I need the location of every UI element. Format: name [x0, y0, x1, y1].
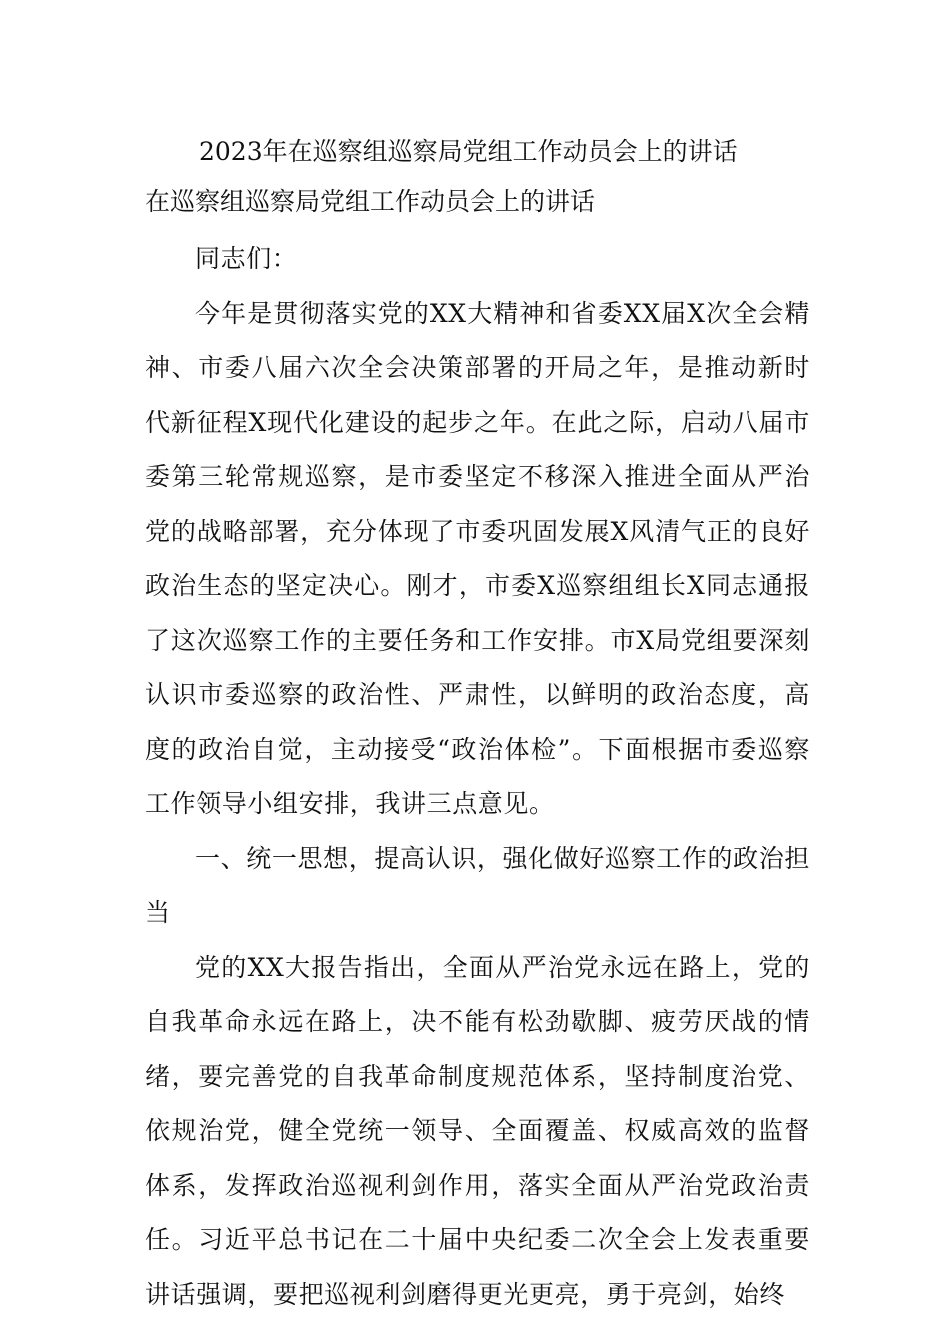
- intro-paragraph: 今年是贯彻落实党的XX大精神和省委XX届X次全会精神、市委八届六次全会决策部署的开局之年，是推动新时代新征程X现代化建设的起步之年。在此之际，启动八届市委第三轮常规巡察，是市委坚定不移深入推进全面从严治党的战略部署，充分体现了市委巩固发展X风清气正的良好政治生态的坚定决心。刚才，市委X巡察组组长X同志通报了这次巡察工作的主要任务和工作安排。市X局党组要深刻认识市委巡察的政治性、严肃性，以鲜明的政治态度，高度的政治自觉，主动接受“政治体检”。下面根据市委巡察工作领导小组安排，我讲三点意见。: [145, 298, 810, 818]
- document-subtitle: 在巡察组巡察局党组工作动员会上的讲话: [145, 187, 596, 216]
- section-heading: 一、统一思想，提高认识，强化做好巡察工作的政治担当: [145, 843, 810, 927]
- document-title: 2023年在巡察组巡察局党组工作动员会上的讲话: [199, 137, 738, 166]
- document-body: [145, 232, 810, 1322]
- body-paragraph: 党的XX大报告指出，全面从严治党永远在路上，党的自我革命永远在路上，决不能有松劲歇脚、疲劳厌战的情绪，要完善党的自我革命制度规范体系，坚持制度治党、依规治党，健全党统一领导、全面覆盖、权威高效的监督体系，发挥政治巡视利剑作用，落实全面从严治党政治责任。习近平总书记在二十届中央纪委二次全会上发表重要讲话强调，要把巡视利剑磨得更光更亮，勇于亮剑，始终: [145, 952, 810, 1309]
- salutation-paragraph: 同志们：: [195, 244, 298, 273]
